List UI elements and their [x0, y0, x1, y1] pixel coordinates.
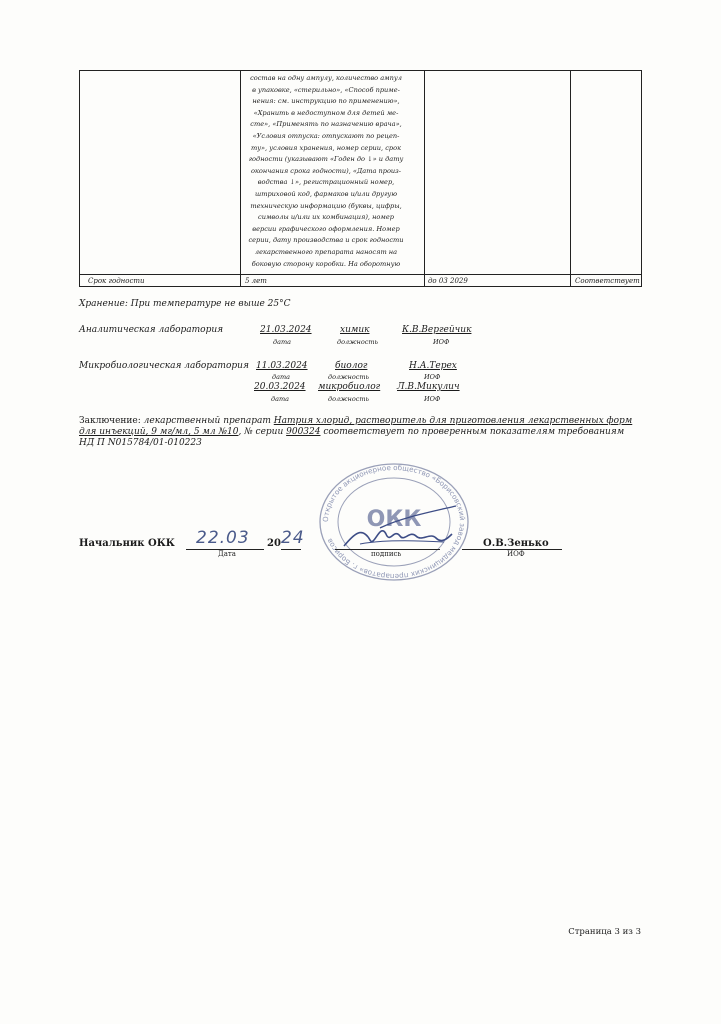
year-prefix: 20 [267, 538, 281, 549]
product-name: Натрия хлорид, растворитель для приготовления лекарственных форм для инъекций, 9 мг/мл, 5 мл №10 [79, 416, 633, 437]
batch-number: 900324 [286, 427, 321, 437]
row-verdict: Соответствует [575, 277, 640, 285]
caption-person: ИОФ [424, 373, 441, 381]
micro-date-1: 11.03.2024 [256, 361, 308, 371]
storage-conditions: Хранение: При температуре не выше 25°С [79, 299, 291, 309]
handwritten-date: 22.03 [196, 528, 250, 548]
analytical-lab-label: Аналитическая лаборатория [79, 325, 224, 335]
caption-position: должность [337, 338, 379, 346]
micro-date-2: 20.03.2024 [254, 382, 306, 392]
stamp-center-text: ОКК [366, 507, 422, 532]
normative-doc: НД П N015784/01-010223 [79, 438, 202, 448]
caption-date: дата [273, 338, 292, 346]
year-line [281, 549, 301, 550]
conclusion: Заключение: лекарственный препарат Натрия хлорид, растворитель для приготовления лекарственных форм для инъекций, 9 мг/мл, 5 мл №10, № серии 900324 соответствует по проверенным показателям требованиям НД П N015784/01-010223 [79, 416, 639, 449]
micro-person-1: Н.А.Терех [409, 361, 457, 371]
micro-person-2: Л.В.Микулич [397, 382, 460, 392]
micro-lab-label: Микробиологическая лаборатория [79, 361, 249, 371]
caption-person: ИОФ [433, 338, 450, 346]
stamp-ring-text: Открытое акционерное общество «Борисовский завод медицинских препаратов» г. Борисов [320, 462, 468, 582]
caption-person: ИОФ [424, 395, 441, 403]
date-caption: Дата [218, 550, 236, 558]
caption-position: должность [328, 395, 370, 403]
description-text: состав на одну ампулу, количество ампул в упаковке, «стерильно», «Способ приме- нения: см. инструкцию по применению», «Хранить в недоступном для детей ме- сте», «Применять по назначению врача», «Условия отпуска: отпускают по рецеп- ту», условия хранения, номер серии, срок годности (указывают «Годен до ↓» и дату окончания срока годности), «Дата произ- водства ↓», регистрационный номер, штриховой код, фармаков и/или другую техническую информацию (буквы, цифры, символы и/или их комбинация), номер версии графического оформления. Номер серии, дату производства и срок годности лекарственного препарата наносят на боковую сторону коробки. На оборотную [248, 74, 404, 268]
analytical-position: химик [340, 325, 370, 335]
head-name: О.В.Зенько [483, 538, 549, 549]
page-number: Страница 3 из 3 [568, 927, 641, 937]
caption-position: должность [328, 373, 370, 381]
row-result: до 03 2029 [428, 277, 468, 285]
micro-position-1: биолог [335, 361, 368, 371]
signoff-title: Начальник ОКК [79, 538, 175, 549]
caption-date: дата [271, 395, 290, 403]
caption-date: дата [272, 373, 291, 381]
analytical-person: К.В.Вергейчик [402, 325, 472, 335]
row-norm: 5 лет [245, 277, 267, 285]
name-caption: ИОФ [507, 550, 525, 558]
row-name: Срок годности [88, 277, 145, 285]
signature-caption: подпись [371, 550, 402, 558]
signature [340, 504, 460, 556]
specification-table [79, 70, 642, 287]
analytical-date: 21.03.2024 [260, 325, 312, 335]
handwritten-year: 24 [281, 528, 305, 548]
micro-position-2: микробиолог [318, 382, 381, 392]
